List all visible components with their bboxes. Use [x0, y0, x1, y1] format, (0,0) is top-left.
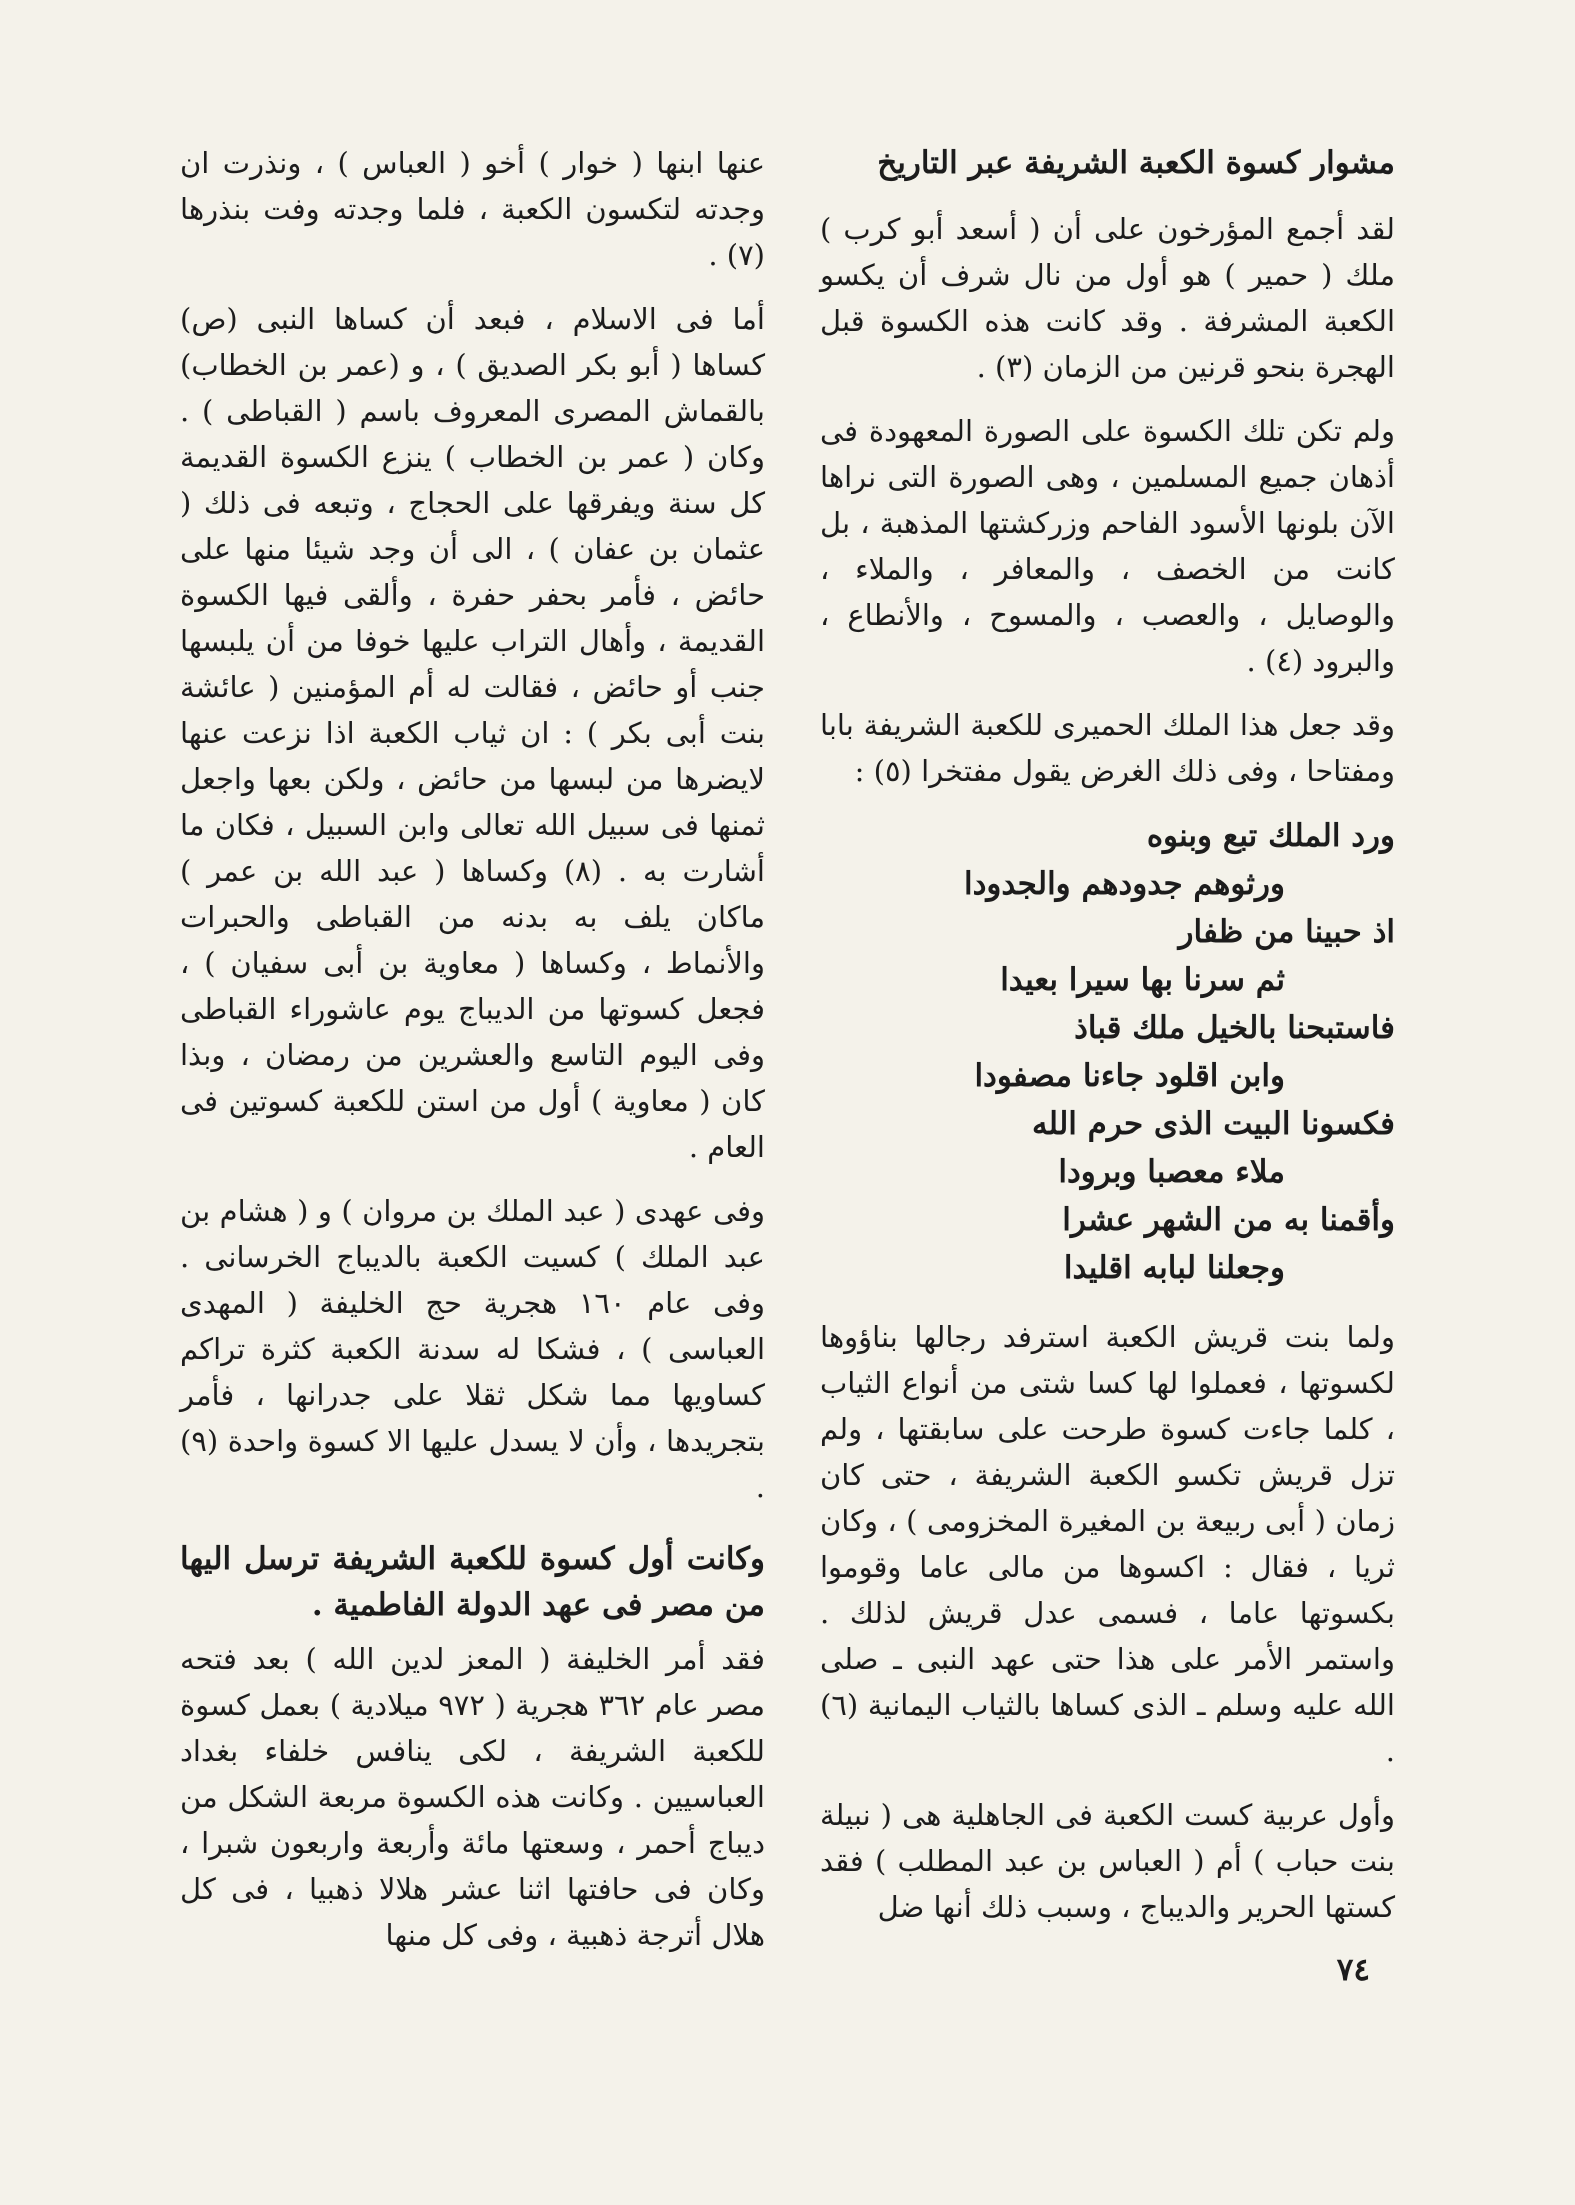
page-number: ٧٤ [1336, 1952, 1370, 1988]
paragraph: وفى عهدى ( عبد الملك بن مروان ) و ( هشام بن عبد الملك ) كسيت الكعبة بالديباج الخرسانى . وفى عام ١٦٠ هجرية حج الخليفة ( المهدى العباسى ) ، فشكا له سدنة الكعبة كثرة تراكم كساويها مما شكل ثقلا على جدرانها ، فأمر بتجريدها ، وأن لا يسدل عليها الا كسوة واحدة (٩) . [180, 1194, 765, 1504]
verse-line: فاستبحنا بالخيل ملك قباذ [1074, 1010, 1395, 1046]
verse-line: وجعلنا لبابه اقليدا [1063, 1250, 1285, 1286]
verse-line: اذ حبينا من ظفار [1178, 914, 1395, 950]
verse-line: وابن اقلود جاءنا مصفودا [974, 1058, 1285, 1094]
paragraph: أما فى الاسلام ، فبعد أن كساها النبى (ص) كساها ( أبو بكر الصديق ) ، و (عمر بن الخطاب) بالقماش المصرى المعروف باسم ( القباطى ) . وكان ( عمر بن الخطاب ) ينزع الكسوة القديمة كل سنة ويفرقها على الحجاج ، وتبعه فى ذلك ( عثمان بن عفان ) ، الى أن وجد شيئا منها على حائض ، فأمر بحفر حفرة ، وألقى فيها الكسوة القديمة ، وأهال التراب عليها خوفا من أن يلبسها جنب أو حائض ، فقالت له أم المؤمنين ( عائشة بنت أبى بكر ) : ان ثياب الكعبة اذا نزعت عنها لايضرها من لبسها من حائض ، ولكن بعها واجعل ثمنها فى سبيل الله تعالى وابن السبيل ، فكان ما أشارت به . (٨) وكساها ( عبد الله بن عمر ) ماكان يلف به بدنه من القباطى والحبرات والأنماط ، وكساها ( معاوية بن أبى سفيان ) ، فجعل كسوتها من الديباج يوم عاشوراء القباطى وفى اليوم التاسع والعشرين من رمضان ، وبذا كان ( معاوية ) أول من استن للكعبة كسوتين فى العام . [180, 302, 765, 1164]
left-column [180, 140, 765, 1976]
paragraph: ولم تكن تلك الكسوة على الصورة المعهودة فى أذهان جميع المسلمين ، وهى الصورة التى نراها الآن بلونها الأسود الفاحم وزركشتها المذهبة ، بل كانت من الخصف ، والمعافر ، والملاء ، والوصايل ، والعصب ، والمسوح ، والأنطاع ، والبرود (٤) . [820, 414, 1395, 678]
verse-line: ورد الملك تبع وبنوه [1146, 818, 1395, 854]
verse-line: فكسونا البيت الذى حرم الله [1031, 1106, 1395, 1142]
verse-line: ثم سرنا بها سيرا بعيدا [1000, 962, 1285, 998]
paragraph: وأول عربية كست الكعبة فى الجاهلية هى ( نبيلة بنت حباب ) أم ( العباس بن عبد المطلب ) فقد كستها الحرير والديباج ، وسبب ذلك أنها ضل [820, 1798, 1395, 1924]
paragraph: عنها ابنها ( خوار ) أخو ( العباس ) ، ونذرت ان وجدته لتكسون الكعبة ، فلما وجدته وفت بنذرها (٧) . [180, 146, 765, 272]
paragraph: لقد أجمع المؤرخون على أن ( أسعد أبو كرب ) ملك ( حمير ) هو أول من نال شرف أن يكسو الكعبة المشرفة . وقد كانت هذه الكسوة قبل الهجرة بنحو قرنين من الزمان (٣) . [820, 212, 1395, 384]
verse-line: وأقمنا به من الشهر عشرا [1062, 1202, 1395, 1238]
verse-line: ملاء معصبا وبرودا [1058, 1154, 1285, 1190]
right-column [820, 140, 1395, 1948]
article-heading: مشوار كسوة الكعبة الشريفة عبر التاريخ [877, 145, 1395, 181]
paragraph: وقد جعل هذا الملك الحميرى للكعبة الشريفة بابا ومفتاحا ، وفى ذلك الغرض يقول مفتخرا (٥) : [820, 708, 1395, 788]
paragraph: ولما بنت قريش الكعبة استرفد رجالها بناؤوها لكسوتها ، فعملوا لها كسا شتى من أنواع الثياب ، كلما جاءت كسوة طرحت على سابقتها ، ولم تزل قريش تكسو الكعبة الشريفة ، حتى كان زمان ( أبى ربيعة بن المغيرة المخزومى ) ، وكان ثريا ، فقال : اكسوها من مالى عاما وقوموا بكسوتها عاما ، فسمى عدل قريش لذلك . واستمر الأمر على هذا حتى عهد النبى ـ صلى الله عليه وسلم ـ الذى كساها بالثياب اليمانية (٦) . [820, 1320, 1395, 1768]
poem-verses [820, 812, 1395, 1292]
section-heading: وكانت أول كسوة للكعبة الشريفة ترسل اليها من مصر فى عهد الدولة الفاطمية . [180, 1541, 765, 1623]
verse-line: ورثوهم جدودهم والجدودا [963, 866, 1285, 902]
paragraph: فقد أمر الخليفة ( المعز لدين الله ) بعد فتحه مصر عام ٣٦٢ هجرية ( ٩٧٢ ميلادية ) بعمل كسوة للكعبة الشريفة ، لكى ينافس خلفاء بغداد العباسيين . وكانت هذه الكسوة مربعة الشكل من ديباج أحمر ، وسعتها مائة وأربعة واربعون شبرا ، وكان فى حافتها اثنا عشر هلالا ذهبيا ، فى كل هلال أترجة ذهبية ، وفى كل منها [180, 1642, 766, 1952]
